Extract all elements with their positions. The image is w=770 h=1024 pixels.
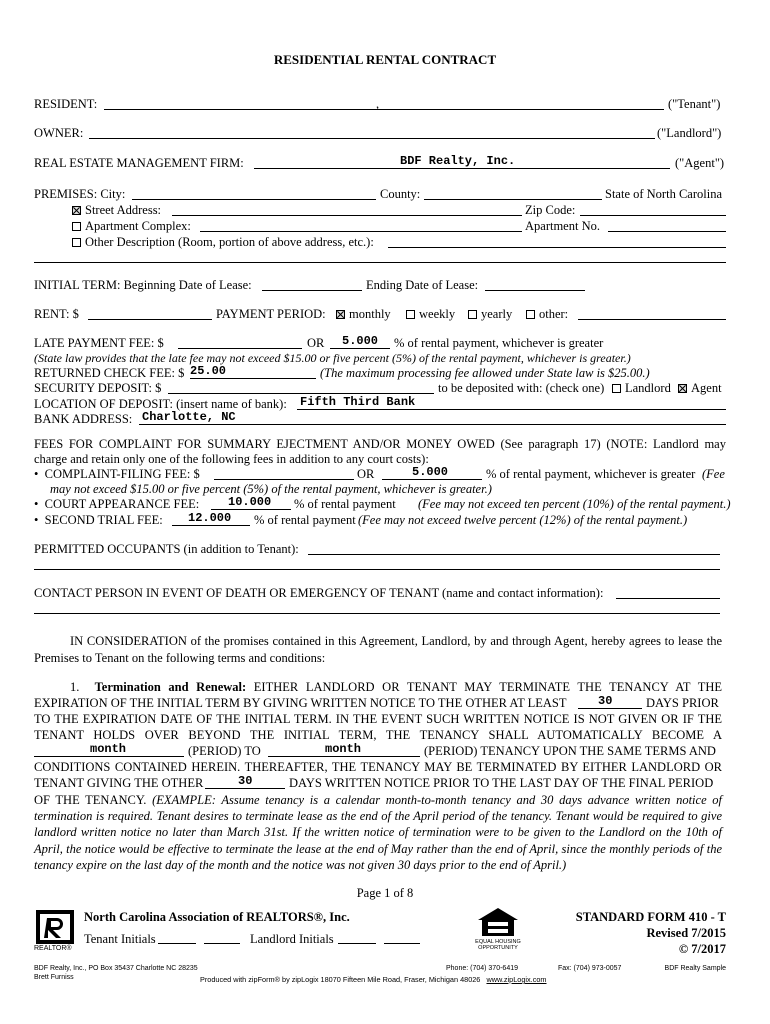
occupants-label: PERMITTED OCCUPANTS (in addition to Tenant): <box>34 542 299 556</box>
agency-fax: Fax: (704) 973-0057 <box>558 965 622 972</box>
final-notice-days-field[interactable] <box>205 788 285 789</box>
occupants-field-2[interactable] <box>34 569 720 570</box>
begin-date-field[interactable] <box>262 290 362 291</box>
state-label: State of North Carolina <box>605 187 722 201</box>
landlord-initials-label: Landlord Initials <box>250 932 334 946</box>
complaint-fee-field[interactable] <box>214 479 354 480</box>
street-option: Street Address: <box>72 203 161 218</box>
zip-label: Zip Code: <box>525 203 576 217</box>
consideration-paragraph: IN CONSIDERATION of the promises contained in this Agreement, Landlord, by and through Agent, hereby agrees to lease the Premises to Tenant on the following terms and conditions: <box>34 634 722 665</box>
owner-label: OWNER: <box>34 126 84 140</box>
section-1-line-7a: TENANT GIVING THE OTHER <box>34 776 204 790</box>
payment-period-label: PAYMENT PERIOD: <box>216 307 326 321</box>
trial-pct-field[interactable] <box>172 525 250 526</box>
notice-days-field[interactable] <box>578 708 642 709</box>
other-desc-checkbox[interactable] <box>72 238 81 247</box>
bank-address-field[interactable] <box>139 424 726 425</box>
complaint-fee-label: • COMPLAINT-FILING FEE: $ <box>34 467 200 481</box>
agency-phone: Phone: (704) 370-6419 <box>446 965 518 972</box>
resident-field[interactable] <box>104 109 664 110</box>
security-deposit-label: SECURITY DEPOSIT: $ <box>34 381 162 395</box>
other-period-option: other: <box>526 307 568 322</box>
late-fee-or: OR <box>307 336 325 350</box>
realtor-logo: REALTOR® <box>34 908 76 954</box>
period-2-value: month <box>325 742 362 756</box>
bank-location-value: Fifth Third Bank <box>300 395 416 409</box>
period-1-value: month <box>90 742 127 756</box>
period-1-field[interactable] <box>34 756 184 757</box>
section-1-line-5a: (PERIOD) TO <box>188 744 261 758</box>
complaint-fee-note-start: (Fee <box>702 467 725 481</box>
complaint-pct-field[interactable] <box>382 479 482 480</box>
tenant-initials-label: Tenant Initials <box>84 932 156 946</box>
notice-days-value: 30 <box>598 694 613 708</box>
tenant-initials-field-2[interactable] <box>204 943 240 944</box>
city-field[interactable] <box>132 199 376 200</box>
trial-fee-suffix: % of rental payment <box>254 513 356 527</box>
fees-intro-1: FEES FOR COMPLAINT FOR SUMMARY EJECTMENT AND/OR MONEY OWED (See paragraph 17) (NOTE: Landlord may <box>34 437 726 451</box>
apt-complex-checkbox[interactable] <box>72 222 81 231</box>
apt-no-field[interactable] <box>608 231 726 232</box>
contact-field[interactable] <box>616 598 720 599</box>
trial-fee-note: (Fee may not exceed twelve percent (12%) of the rental payment.) <box>358 513 688 527</box>
complaint-fee-or: OR <box>357 467 375 481</box>
court-pct-value: 10.000 <box>228 495 272 509</box>
section-1-line-7b: DAYS WRITTEN NOTICE PRIOR TO THE LAST DAY OF THE FINAL PERIOD <box>289 776 714 790</box>
firm-label: REAL ESTATE MANAGEMENT FIRM: <box>34 156 244 170</box>
complaint-fee-note: may not exceed $15.00 or five percent (5%) of the rental payment, whichever is greater.) <box>50 482 492 496</box>
late-fee-note: (State law provides that the late fee may not exceed $15.00 or five percent (5%) of the rental payment, whichever is greater.) <box>34 351 631 365</box>
section-1-line-1: 1. Termination and Renewal: EITHER LANDLORD OR TENANT MAY TERMINATE THE TENANCY AT THE <box>70 680 723 694</box>
produced-with: Produced with zipForm® by zipLogix 18070 Fifteen Mile Road, Fraser, Michigan 48026 www.zipLogix.com <box>200 975 547 984</box>
landlord-initials-field-2[interactable] <box>384 943 420 944</box>
trial-pct-value: 12.000 <box>188 511 232 525</box>
bank-address-value: Charlotte, NC <box>142 410 236 424</box>
yearly-option: yearly <box>468 307 512 322</box>
court-fee-label: • COURT APPEARANCE FEE: <box>34 497 200 511</box>
landlord-option: Landlord <box>612 381 671 396</box>
form-revised: Revised 7/2015 <box>646 926 726 940</box>
section-1-line-2a: EXPIRATION OF THE INITIAL TERM BY GIVING WRITTEN NOTICE TO THE OTHER AT LEAST <box>34 696 567 710</box>
street-checkbox[interactable] <box>72 206 81 215</box>
landlord-initials-field-1[interactable] <box>338 943 376 944</box>
agency-agent: Brett Furniss <box>34 974 74 981</box>
tenant-initials-field-1[interactable] <box>158 943 196 944</box>
tenant-suffix: ("Tenant") <box>668 97 721 111</box>
weekly-option: weekly <box>406 307 455 322</box>
term-end-label: Ending Date of Lease: <box>366 278 479 292</box>
fees-intro-2: charge and retain only one of the following fees in addition to any court costs): <box>34 452 429 466</box>
weekly-checkbox[interactable] <box>406 310 415 319</box>
complaint-pct-value: 5.000 <box>412 465 449 479</box>
other-period-checkbox[interactable] <box>526 310 535 319</box>
returned-check-field[interactable] <box>190 378 316 379</box>
trial-fee-label: • SECOND TRIAL FEE: <box>34 513 163 527</box>
rent-label: RENT: $ <box>34 307 79 321</box>
returned-check-label: RETURNED CHECK FEE: $ <box>34 366 185 380</box>
firm-value: BDF Realty, Inc. <box>400 154 516 168</box>
page-title: RESIDENTIAL RENTAL CONTRACT <box>273 52 497 67</box>
agency-address: BDF Realty, Inc., PO Box 35437 Charlotte NC 28235 <box>34 965 198 972</box>
late-fee-label: LATE PAYMENT FEE: $ <box>34 336 164 350</box>
late-fee-suffix: % of rental payment, whichever is greater <box>394 336 604 350</box>
form-copyright: © 7/2017 <box>678 942 726 956</box>
bank-address-label: BANK ADDRESS: <box>34 412 133 426</box>
resident-label: RESIDENT: <box>34 97 98 111</box>
other-period-field[interactable] <box>578 319 726 320</box>
apt-complex-option: Apartment Complex: <box>72 219 191 234</box>
section-1-example: OF THE TENANCY. (EXAMPLE: Assume tenancy is a calendar month-to-month tenancy and 30 days advance written notice of termination is required. Tenant desires to terminate lease as the end of the April period of the tenancy. Tenant would be required to give landlord written notice no later than March 31st. If the written notice of termination were to be given to the Landlord on the 10th of April, the notice would be effective to terminate the lease at the end of May rather than the end of April, since the monthly periods of the tenancy expire on the last day of the month and the notice was not given 30 days prior to the end of April.) <box>34 793 723 872</box>
landlord-checkbox[interactable] <box>612 384 621 393</box>
association-name: North Carolina Association of REALTORS®, Inc. <box>84 910 350 924</box>
equal-housing-logo: EQUAL HOUSING OPPORTUNITY <box>472 906 524 942</box>
period-2-field[interactable] <box>268 756 420 757</box>
late-fee-field[interactable] <box>178 348 302 349</box>
section-1-line-6: CONDITIONS CONTAINED HEREIN. THEREAFTER, THE TENANCY MAY BE TERMINATED BY EITHER LANDLORD OR <box>34 760 722 774</box>
deposit-with-label: to be deposited with: (check one) <box>438 381 605 395</box>
court-fee-suffix: % of rental payment <box>294 497 396 511</box>
landlord-suffix: ("Landlord") <box>657 126 722 140</box>
bank-location-label: LOCATION OF DEPOSIT: (insert name of bank): <box>34 397 287 411</box>
occupants-field[interactable] <box>308 554 720 555</box>
section-1-line-4: TENANT HOLDS OVER BEYOND THE INITIAL TERM, THE TENANCY SHALL AUTOMATICALLY BECOME A <box>34 728 722 742</box>
apt-complex-field[interactable] <box>200 231 522 232</box>
ziplogix-link[interactable]: www.zipLogix.com <box>486 975 547 984</box>
premises-city-label: PREMISES: City: <box>34 187 126 201</box>
final-notice-days-value: 30 <box>238 774 253 788</box>
term-begin-label: INITIAL TERM: Beginning Date of Lease: <box>34 278 252 292</box>
contact-label: CONTACT PERSON IN EVENT OF DEATH OR EMERGENCY OF TENANT (name and contact information): <box>34 586 604 600</box>
yearly-checkbox[interactable] <box>468 310 477 319</box>
monthly-option: monthly <box>336 307 391 322</box>
rent-field[interactable] <box>88 319 212 320</box>
security-deposit-field[interactable] <box>168 393 434 394</box>
court-pct-field[interactable] <box>211 509 291 510</box>
firm-field[interactable] <box>254 168 670 169</box>
late-fee-pct: 5.000 <box>342 334 379 348</box>
zip-field[interactable] <box>580 215 726 216</box>
agent-option: Agent <box>678 381 722 396</box>
agent-suffix: ("Agent") <box>675 156 725 170</box>
sample-label: BDF Realty Sample <box>664 965 726 972</box>
other-desc-field-2[interactable] <box>34 262 726 263</box>
returned-check-note: (The maximum processing fee allowed under State law is $25.00.) <box>320 366 650 380</box>
street-field[interactable] <box>172 215 522 216</box>
late-fee-pct-field[interactable] <box>330 348 390 349</box>
bank-location-field[interactable] <box>297 409 726 410</box>
section-1-line-3: TO THE EXPIRATION DATE OF THE INITIAL TERM. IN THE EVENT SUCH WRITTEN NOTICE IS NOT GIVEN OR IF THE <box>34 712 722 726</box>
page-number: Page 1 of 8 <box>356 886 414 900</box>
returned-check-value: 25.00 <box>190 364 227 378</box>
court-fee-note: (Fee may not exceed ten percent (10%) of the rental payment.) <box>418 497 731 511</box>
owner-field[interactable] <box>89 138 655 139</box>
end-date-field[interactable] <box>485 290 585 291</box>
section-1-line-2b: DAYS PRIOR <box>646 696 719 710</box>
resident-separator: , <box>376 97 380 111</box>
county-label: County: <box>380 187 421 201</box>
county-field[interactable] <box>424 199 602 200</box>
other-desc-option: Other Description (Room, portion of above address, etc.): <box>72 235 374 250</box>
other-desc-field[interactable] <box>388 247 726 248</box>
apt-no-label: Apartment No. <box>525 219 600 233</box>
monthly-checkbox[interactable] <box>336 310 345 319</box>
agent-checkbox[interactable] <box>678 384 687 393</box>
form-number: STANDARD FORM 410 - T <box>575 910 726 924</box>
contact-field-2[interactable] <box>34 613 720 614</box>
complaint-fee-suffix: % of rental payment, whichever is greater <box>486 467 696 481</box>
section-1-line-5b: (PERIOD) TENANCY UPON THE SAME TERMS AND <box>424 744 716 758</box>
